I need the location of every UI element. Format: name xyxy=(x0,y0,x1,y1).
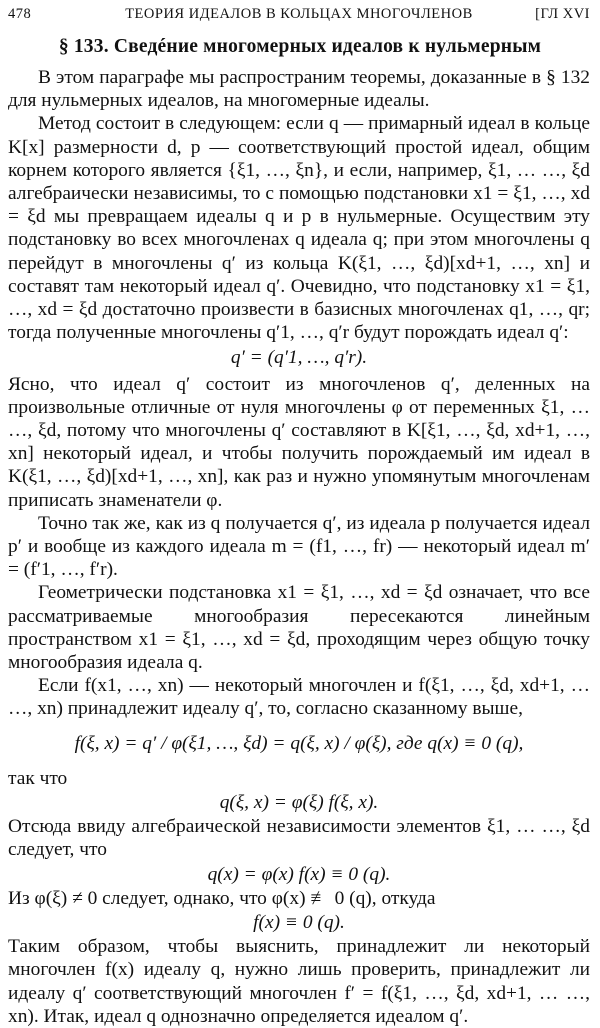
formula-ideal-basis: q′ = (q′1, …, q′r). xyxy=(230,347,368,369)
formula-f-zero: f(x) ≡ 0 (q). xyxy=(253,911,345,933)
formula-fraction: f(ξ, x) = q′ / φ(ξ1, …, ξd) = q(ξ, x) / φ(ξ), где q(x) ≡ 0 (q), xyxy=(74,732,524,754)
paragraph-clear: Ясно, что идеал q′ состоит из многочленов q′, деленных на произвольные отличные от нуля многочлены φ от переменных ξ1, … …, ξd, потому что многочлены q′ составляют в K[ξ1, …, ξd, xd+1, …, xn] некоторый идеал, и чтобы получить порождаемый им идеал в K(ξ1, …, ξd)[xd+1, …, xn], как раз и нужно упомянутым многочленам приписать знаменатели φ. xyxy=(8,373,590,511)
paragraph-geometric: Геометрически подстановка x1 = ξ1, …, xd = ξd означает, что все рассматриваемые многообразия пересекаются линейным пространством x1 = ξ1, …, xd = ξd, проходящим через общую точку многообразия идеала q. xyxy=(8,582,590,674)
paragraph-hence: Отсюда ввиду алгебраической независимости элементов ξ1, … …, ξd следует, что xyxy=(8,816,590,861)
paragraph-similarly: Точно так же, как из q получается q′, из идеала p получается идеал p′ и вообще из каждого идеала m = (f1, …, fr) — некоторый идеал m′ = (f′1, …, f′r). xyxy=(8,512,590,581)
chapter-label: [ГЛ XVI xyxy=(535,6,590,22)
paragraph-conclusion: Таким образом, чтобы выяснить, принадлежит ли некоторый многочлен f(x) идеалу q, нужно лишь проверить, принадлежит ли идеалу q′ соответствующий многочлен f′ = f(ξ1, …, ξd, xd+1, … …, xn). Итак, идеал q однозначно определяется идеалом q′. xyxy=(8,936,590,1027)
paragraph-method: Метод состоит в следующем: если q — примарный идеал в кольце K[x] размерности d, p — соответствующий простой идеал, общим корнем которого является {ξ1, …, ξn}, и если, например, ξ1, … …, ξd алгебраически независимы, то с помощью подстановки x1 = ξ1, …, xd = ξd мы превращаем идеалы q и p в нульмерные. Осуществим эту подстановку во всех многочленах q идеала q; при этом многочлены q перейдут в многочлены q′ из кольца K(ξ1, …, ξd)[xd+1, …, xn] и составят там некоторый идеал q′. Очевидно, что подстановку x1 = ξ1, …, xd = ξd достаточно произвести в базисных многочленах q1, …, qr; тогда полученные многочлены q′1, …, q′r будут порождать идеал q′: xyxy=(8,113,590,344)
paragraph-intro: В этом параграфе мы распространим теоремы, доказанные в § 132 для нульмерных идеалов, на многомерные идеалы. xyxy=(8,67,590,112)
running-title: ТЕОРИЯ ИДЕАЛОВ В КОЛЬЦАХ МНОГОЧЛЕНОВ xyxy=(125,6,473,22)
running-head xyxy=(8,6,590,26)
body-text xyxy=(8,66,590,1028)
formula-congruence: q(x) = φ(x) f(x) ≡ 0 (q). xyxy=(207,863,391,885)
paragraph-from-phi: Из φ(ξ) ≠ 0 следует, однако, что φ(x) ≢ 0 (q), откуда xyxy=(8,887,436,909)
page-number: 478 xyxy=(8,6,32,22)
paragraph-if: Если f(x1, …, xn) — некоторый многочлен и f(ξ1, …, ξd, xd+1, … …, xn) принадлежит идеалу q′, то, согласно сказанному выше, xyxy=(8,675,590,720)
formula-product: q(ξ, x) = φ(ξ) f(ξ, x). xyxy=(219,791,379,813)
paragraph-so-that: так что xyxy=(8,767,68,789)
section-title: § 133. Сведéние многомерных идеалов к нульмерным xyxy=(58,36,542,57)
